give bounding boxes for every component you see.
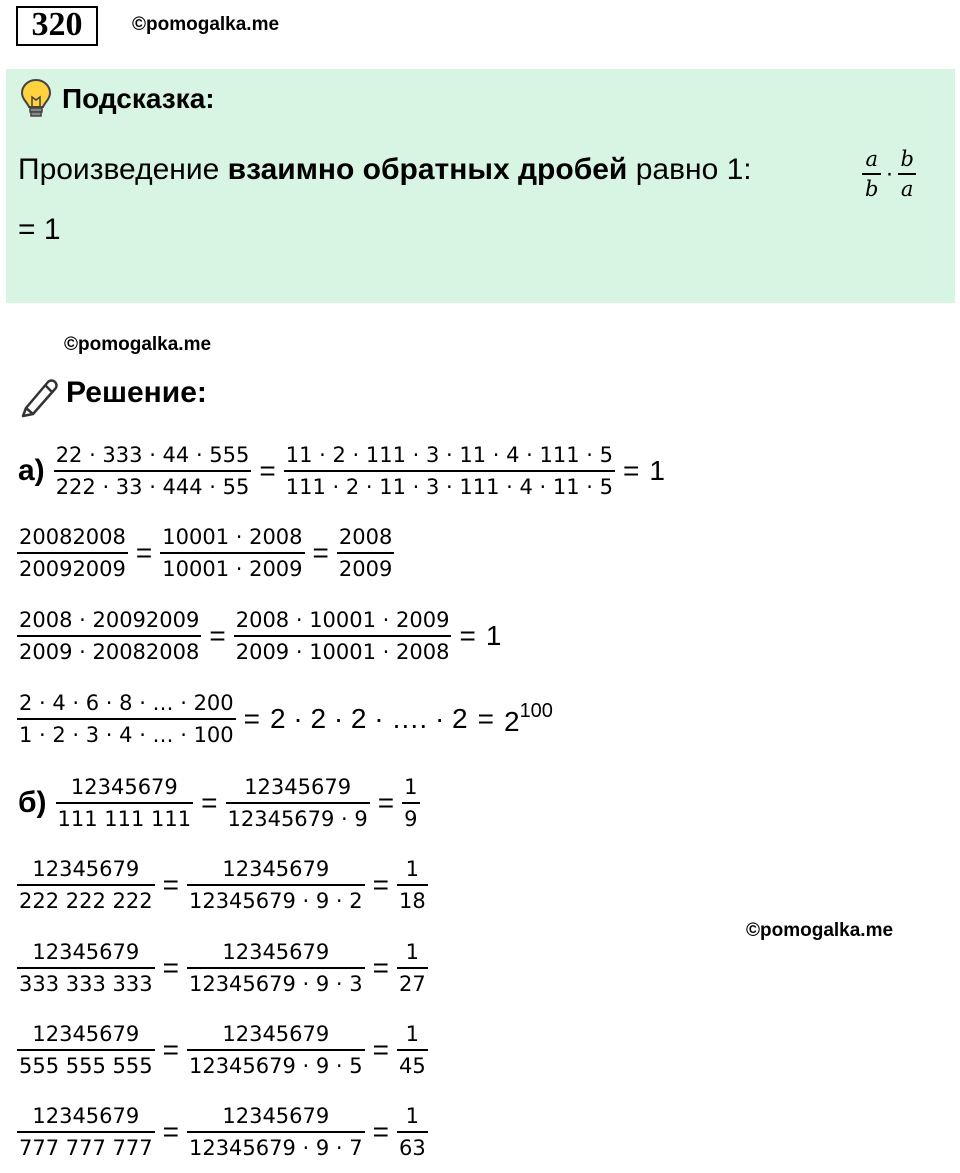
hint-formula <box>862 145 917 203</box>
equation-a3 <box>14 605 506 667</box>
fraction: $\frac{12345679}{12345679 \cdot 9 \cdot 7}$ <box>187 1101 365 1163</box>
watermark-right: ©pomogalka.me <box>746 920 894 941</box>
equation-b4 <box>14 1019 431 1081</box>
equals-sign: = <box>372 869 389 900</box>
equation-a2 <box>14 522 397 584</box>
hint-text <box>18 153 752 187</box>
equals-sign: = <box>243 703 261 734</box>
result: 1 <box>485 620 502 651</box>
hint-title: Подсказка: <box>62 83 215 114</box>
formula-dot: · <box>885 160 894 187</box>
fraction: $\frac{10001 \cdot 2008}{10001 \cdot 2009}$ <box>160 522 304 584</box>
fraction: $\frac{2 \cdot 4 \cdot 6 \cdot 8 \cdot \dots \cdot 200}{1 \cdot 2 \cdot 3 \cdot 4 \cdot \dots \cdot 100}$ <box>17 688 236 750</box>
part-b-label: б) <box>18 786 47 819</box>
hint-text-bold: взаимно обратных дробей <box>227 153 628 186</box>
hint-text-before: Произведение <box>18 153 220 186</box>
fraction: $\frac{1}{9}$ <box>402 772 419 834</box>
equals-sign: = <box>459 620 476 651</box>
equals-sign: = <box>162 1116 179 1147</box>
result: 1 <box>649 455 665 486</box>
formula-fraction: a b <box>862 145 881 203</box>
fraction: $\frac{1}{63}$ <box>397 1101 428 1163</box>
equals-sign: = <box>372 1034 389 1065</box>
fraction: $\frac{12345679}{333 333 333}$ <box>17 937 155 999</box>
fraction: $\frac{12345679}{12345679 \cdot 9 \cdot 3}$ <box>187 937 365 999</box>
fraction: $\frac{1}{45}$ <box>397 1019 428 1081</box>
fraction: $\frac{20082008}{20092009}$ <box>17 522 128 584</box>
watermark-mid: ©pomogalka.me <box>64 334 212 355</box>
equals-sign: = <box>372 952 389 983</box>
equation-a1 <box>18 440 670 502</box>
task-number: 320 <box>16 6 98 46</box>
fraction: $\frac{22 \cdot 333 \cdot 44 \cdot 555}{222 \cdot 33 \cdot 444 \cdot 55}$ <box>54 440 252 502</box>
fraction: $\frac{1}{18}$ <box>397 854 428 916</box>
equals-sign: = <box>162 869 179 900</box>
equals-sign: = <box>135 537 153 568</box>
fraction: $\frac{12345679}{777 777 777}$ <box>17 1101 155 1163</box>
equation-b5 <box>14 1101 431 1163</box>
equals-sign: = <box>259 455 276 486</box>
fraction: $\frac{12345679}{555 555 555}$ <box>17 1019 155 1081</box>
product-expression: 2 · 2 · 2 · …. · 2 <box>270 703 468 734</box>
power-result: $2^{100}$ <box>503 700 553 737</box>
fraction: $\frac{11 \cdot 2 \cdot 111 \cdot 3 \cdot 11 \cdot 4 \cdot 111 \cdot 5}{111 \cdot 2 \cdot 11 \cdot 3 \cdot 111 \cdot 4 \cdot 11 \cdot 5}$ <box>284 440 615 502</box>
equals-sign: = <box>622 455 640 486</box>
solution-title: Решение: <box>66 376 207 409</box>
equals-sign: = <box>312 537 329 568</box>
fraction: $\frac{1}{27}$ <box>397 937 428 999</box>
equation-a4 <box>14 688 558 750</box>
pencil-icon <box>18 374 62 423</box>
hint-result: = 1 <box>18 213 61 246</box>
equation-b2 <box>14 854 431 916</box>
hint-box <box>6 69 955 303</box>
formula-fraction: b a <box>897 145 916 203</box>
fraction: $\frac{2008 \cdot 20092009}{2009 \cdot 20082008}$ <box>17 605 201 667</box>
fraction: $\frac{12345679}{12345679 \cdot 9 \cdot 5}$ <box>187 1019 365 1081</box>
equals-sign: = <box>372 1116 389 1147</box>
fraction: $\frac{12345679}{12345679 \cdot 9}$ <box>226 772 370 834</box>
fraction: $\frac{12345679}{12345679 \cdot 9 \cdot 2}$ <box>187 854 365 916</box>
fraction: $\frac{12345679}{222 222 222}$ <box>17 854 155 916</box>
equation-b3 <box>14 937 431 999</box>
fraction: $\frac{2008}{2009}$ <box>337 522 394 584</box>
hint-text-after: равно 1: <box>635 153 752 186</box>
lightbulb-icon <box>18 77 54 124</box>
equals-sign: = <box>162 1034 179 1065</box>
equation-b1 <box>18 772 423 834</box>
equals-sign: = <box>209 620 226 651</box>
part-a-label: а) <box>18 454 45 487</box>
fraction: $\frac{2008 \cdot 10001 \cdot 2009}{2009 \cdot 10001 \cdot 2008}$ <box>234 605 452 667</box>
watermark-top: ©pomogalka.me <box>132 14 280 35</box>
equals-sign: = <box>477 703 494 734</box>
equals-sign: = <box>201 787 218 818</box>
fraction: $\frac{12345679}{111 111 111}$ <box>56 772 194 834</box>
equals-sign: = <box>162 952 179 983</box>
equals-sign: = <box>377 787 395 818</box>
